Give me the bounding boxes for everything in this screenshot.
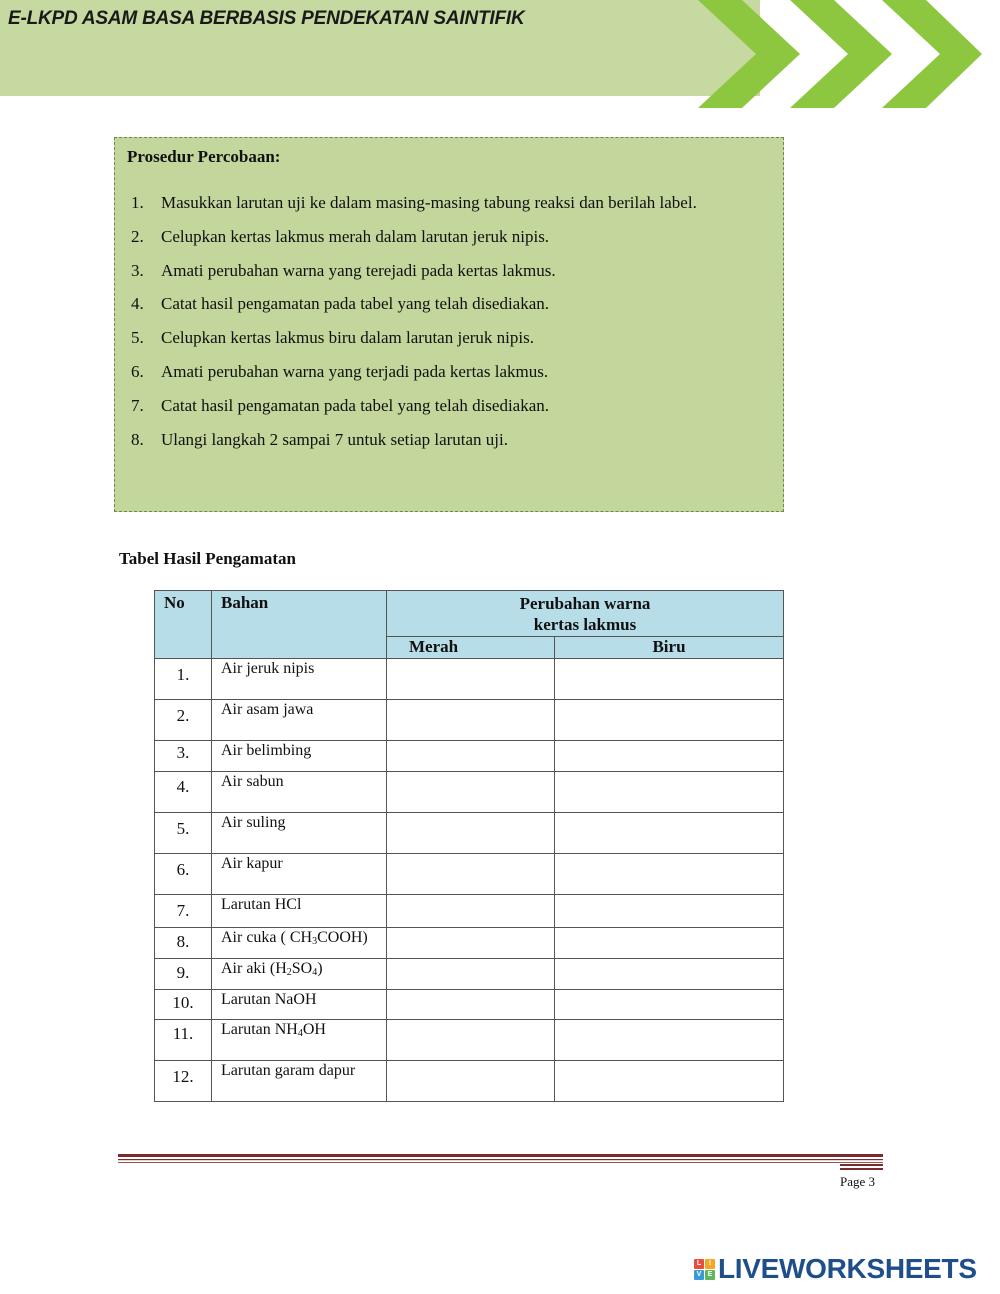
chevron-2: [790, 0, 892, 108]
footer-rule: [118, 1154, 883, 1174]
bahan-subscript: 4: [312, 967, 318, 978]
row-bahan: Larutan garam dapur: [212, 1061, 387, 1102]
table-row: [155, 895, 784, 928]
footer-rule-thin: [118, 1159, 883, 1160]
procedure-step: [131, 254, 771, 288]
biru-result-cell[interactable]: [555, 1020, 784, 1061]
footer-rule-thick: [118, 1154, 883, 1157]
bahan-part: Air cuka ( CH: [221, 929, 313, 946]
row-bahan: Larutan NaOH: [212, 990, 387, 1020]
row-bahan: Larutan HCl: [212, 895, 387, 928]
procedure-steps: [131, 186, 771, 456]
procedure-step: [131, 321, 771, 355]
row-bahan: Air sabun: [212, 772, 387, 813]
step-text: Celupkan kertas lakmus merah dalam larutan jeruk nipis.: [161, 226, 550, 246]
biru-result-cell[interactable]: [555, 772, 784, 813]
table-row: [155, 659, 784, 700]
step-number: 7.: [131, 395, 144, 415]
page-number: Page 3: [840, 1174, 876, 1189]
bahan-part: Larutan NH: [221, 1021, 298, 1038]
merah-result-cell[interactable]: [387, 772, 555, 813]
merah-result-cell[interactable]: [387, 928, 555, 959]
row-bahan: [212, 959, 387, 990]
step-text: Celupkan kertas lakmus biru dalam larutan jeruk nipis.: [161, 328, 534, 348]
row-number: 4.: [155, 772, 212, 813]
procedure-box: [114, 137, 784, 512]
procedure-step: [131, 186, 771, 220]
step-number: 2.: [131, 226, 144, 246]
footer-corner-bar-2: [840, 1168, 883, 1170]
merah-result-cell[interactable]: [387, 990, 555, 1020]
biru-result-cell[interactable]: [555, 990, 784, 1020]
biru-result-cell[interactable]: [555, 854, 784, 895]
step-number: 5.: [131, 328, 144, 348]
chevron-arrows-decoration: [690, 0, 990, 108]
step-number: 6.: [131, 361, 144, 381]
biru-result-cell[interactable]: [555, 1061, 784, 1102]
procedure-title: Prosedur Percobaan:: [127, 147, 281, 166]
logo-tile: L: [694, 1259, 704, 1269]
row-bahan: Air jeruk nipis: [212, 659, 387, 700]
biru-result-cell[interactable]: [555, 700, 784, 741]
header-perubahan: [387, 591, 784, 637]
row-number: 12.: [155, 1061, 212, 1102]
table-row: [155, 700, 784, 741]
table-row: [155, 813, 784, 854]
merah-result-cell[interactable]: [387, 1020, 555, 1061]
bahan-part: COOH): [317, 929, 368, 946]
biru-result-cell[interactable]: [555, 928, 784, 959]
liveworksheets-logo-icon: [694, 1259, 715, 1280]
bahan-subscript: 2: [286, 967, 292, 978]
merah-result-cell[interactable]: [387, 813, 555, 854]
merah-result-cell[interactable]: [387, 854, 555, 895]
table-row: [155, 772, 784, 813]
header-no: No: [155, 591, 212, 659]
merah-result-cell[interactable]: [387, 741, 555, 772]
footer-corner-bar: [840, 1164, 883, 1166]
brand-text: LIVEWORKSHEETS: [718, 1253, 977, 1284]
step-text: Amati perubahan warna yang terejadi pada kertas lakmus.: [161, 260, 556, 280]
row-number: 11.: [155, 1020, 212, 1061]
procedure-step: [131, 423, 771, 457]
biru-result-cell[interactable]: [555, 741, 784, 772]
step-text: Ulangi langkah 2 sampai 7 untuk setiap larutan uji.: [161, 429, 509, 449]
step-text: Amati perubahan warna yang terjadi pada kertas lakmus.: [161, 361, 549, 381]
logo-tile: E: [705, 1270, 715, 1280]
bahan-part: OH: [302, 1021, 326, 1038]
procedure-step: [131, 287, 771, 321]
procedure-step: [131, 389, 771, 423]
row-number: 9.: [155, 959, 212, 990]
bahan-subscript: 4: [297, 1028, 303, 1039]
merah-result-cell[interactable]: [387, 895, 555, 928]
bahan-subscript: 3: [312, 936, 318, 947]
chevron-1: [698, 0, 800, 108]
biru-result-cell[interactable]: [555, 895, 784, 928]
row-bahan: Air suling: [212, 813, 387, 854]
bahan-part: ): [317, 960, 323, 977]
row-number: 7.: [155, 895, 212, 928]
row-bahan: Air asam jawa: [212, 700, 387, 741]
step-number: 4.: [131, 294, 144, 314]
step-number: 8.: [131, 429, 144, 449]
row-bahan: [212, 1020, 387, 1061]
step-text: Masukkan larutan uji ke dalam masing-masing tabung reaksi dan berilah label.: [161, 193, 697, 212]
biru-result-cell[interactable]: [555, 813, 784, 854]
bahan-part: SO: [291, 960, 313, 977]
observation-table: [154, 590, 784, 1102]
chevron-3: [882, 0, 982, 108]
logo-tile: I: [705, 1259, 715, 1269]
header-perubahan-line2: kertas lakmus: [533, 615, 637, 634]
step-text: Catat hasil pengamatan pada tabel yang telah disediakan.: [161, 395, 550, 415]
table-row: [155, 741, 784, 772]
row-bahan: Air kapur: [212, 854, 387, 895]
footer-rule-thin-2: [118, 1162, 883, 1163]
row-number: 8.: [155, 928, 212, 959]
logo-tile: V: [694, 1270, 704, 1280]
row-number: 10.: [155, 990, 212, 1020]
biru-result-cell[interactable]: [555, 959, 784, 990]
table-row: [155, 990, 784, 1020]
merah-result-cell[interactable]: [387, 659, 555, 700]
header-merah: Merah: [387, 637, 555, 659]
procedure-step: [131, 355, 771, 389]
step-text: Catat hasil pengamatan pada tabel yang telah disediakan.: [161, 294, 550, 314]
biru-result-cell[interactable]: [555, 659, 784, 700]
bahan-part: Air aki (H: [221, 960, 287, 977]
row-bahan: Air belimbing: [212, 741, 387, 772]
step-number: 3.: [131, 260, 144, 280]
table-title: Tabel Hasil Pengamatan: [119, 549, 296, 568]
row-number: 1.: [155, 659, 212, 700]
row-number: 6.: [155, 854, 212, 895]
row-number: 2.: [155, 700, 212, 741]
table-row: [155, 928, 784, 959]
header-perubahan-line1: Perubahan warna: [519, 594, 651, 613]
merah-result-cell[interactable]: [387, 959, 555, 990]
step-number: 1.: [131, 193, 144, 212]
document-title: E-LKPD ASAM BASA BERBASIS PENDEKATAN SAINTIFIK: [8, 8, 525, 29]
row-number: 5.: [155, 813, 212, 854]
merah-result-cell[interactable]: [387, 1061, 555, 1102]
table-row: [155, 1020, 784, 1061]
table-row: [155, 854, 784, 895]
header-bahan: Bahan: [212, 591, 387, 659]
liveworksheets-brand[interactable]: [694, 1254, 977, 1284]
table-row: [155, 959, 784, 990]
merah-result-cell[interactable]: [387, 700, 555, 741]
table-row: [155, 1061, 784, 1102]
procedure-step: [131, 220, 771, 254]
row-number: 3.: [155, 741, 212, 772]
row-bahan: [212, 928, 387, 959]
header-biru: Biru: [555, 637, 784, 659]
